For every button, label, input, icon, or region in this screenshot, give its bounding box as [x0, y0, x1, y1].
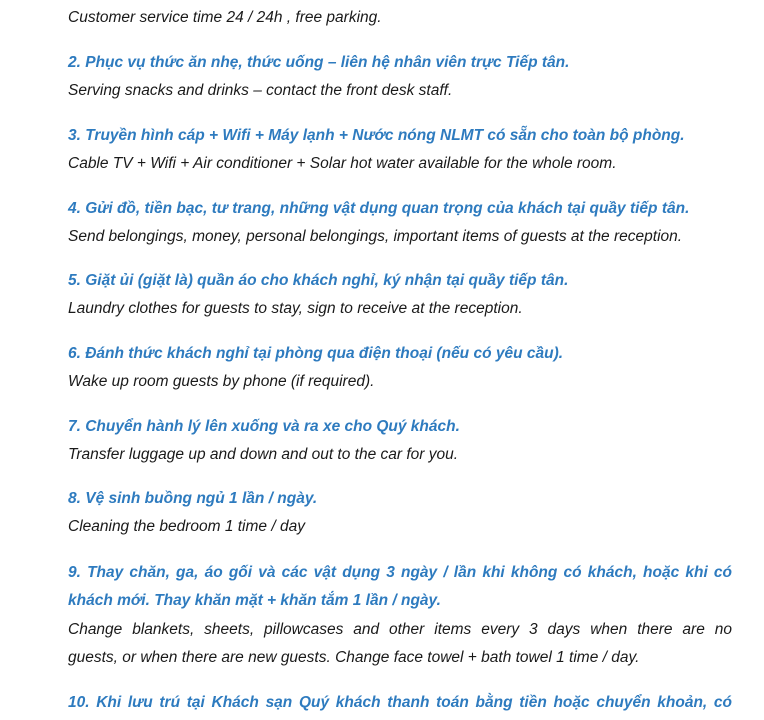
item-9-translation-line-1: Change blankets, sheets, pillowcases and other items every 3 days when there are no	[68, 621, 732, 638]
item-3-heading: 3. Truyền hình cáp + Wifi + Máy lạnh + Nước nóng NLMT có sẵn cho toàn bộ phòng.	[68, 127, 685, 144]
service-hours-text: Customer service time 24 / 24h , free parking.	[68, 9, 382, 26]
item-6-heading: 6. Đánh thức khách nghỉ tại phòng qua điện thoại (nếu có yêu cầu).	[68, 345, 564, 362]
item-10-heading-line-1: 10. Khi lưu trú tại Khách sạn Quý khách thanh toán bằng tiền hoặc chuyển khoản, có	[68, 694, 732, 711]
item-5-translation: Laundry clothes for guests to stay, sign to receive at the reception.	[68, 300, 523, 317]
item-4-heading: 4. Gửi đồ, tiền bạc, tư trang, những vật dụng quan trọng của khách tại quầy tiếp tân.	[68, 200, 690, 217]
item-7-translation: Transfer luggage up and down and out to the car for you.	[68, 446, 459, 463]
item-9-heading-line-2: khách mới. Thay khăn mặt + khăn tắm 1 lần / ngày.	[68, 592, 441, 609]
item-7-heading: 7. Chuyển hành lý lên xuống và ra xe cho Quý khách.	[68, 418, 460, 435]
item-9-heading-line-1: 9. Thay chăn, ga, áo gối và các vật dụng 3 ngày / lần khi không có khách, hoặc khi có	[68, 564, 732, 581]
item-8-heading: 8. Vệ sinh buồng ngủ 1 lần / ngày.	[68, 490, 318, 507]
item-4-translation: Send belongings, money, personal belongings, important items of guests at the reception.	[68, 228, 683, 245]
item-3-translation: Cable TV + Wifi + Air conditioner + Solar hot water available for the whole room.	[68, 155, 617, 172]
item-8-translation: Cleaning the bedroom 1 time / day	[68, 518, 305, 535]
item-2-translation: Serving snacks and drinks – contact the front desk staff.	[68, 82, 453, 99]
item-6-translation: Wake up room guests by phone (if required).	[68, 373, 375, 390]
item-2-heading: 2. Phục vụ thức ăn nhẹ, thức uống – liên hệ nhân viên trực Tiếp tân.	[68, 54, 570, 71]
item-9-translation-line-2: guests, or when there are new guests. Change face towel + bath towel 1 time / day.	[68, 649, 640, 666]
item-5-heading: 5. Giặt ủi (giặt là) quần áo cho khách nghỉ, ký nhận tại quầy tiếp tân.	[68, 272, 569, 289]
